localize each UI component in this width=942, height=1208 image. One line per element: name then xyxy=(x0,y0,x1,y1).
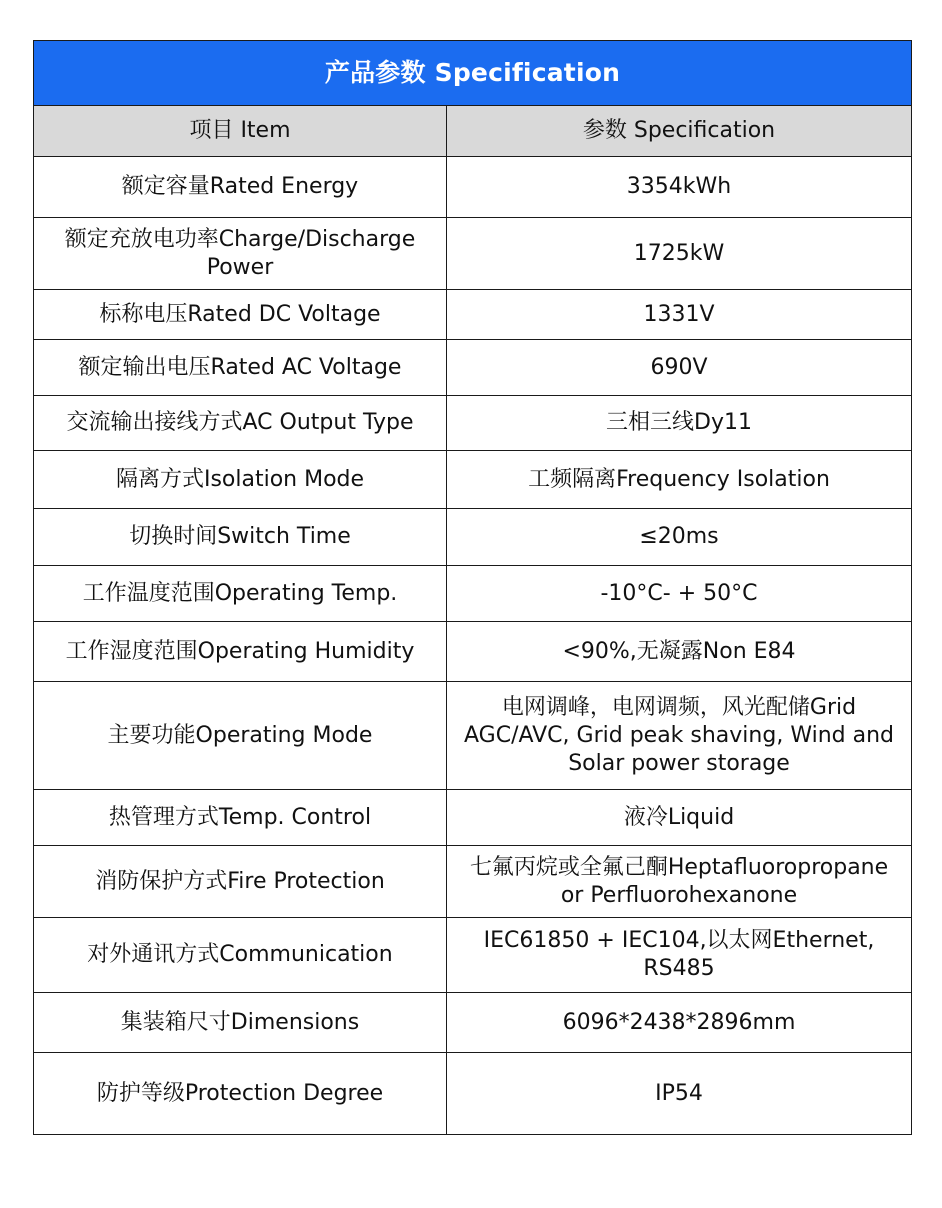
row-value: 工频隔离Frequency Isolation xyxy=(447,451,912,509)
table-row xyxy=(34,566,912,622)
row-item: 热管理方式Temp. Control xyxy=(34,790,447,846)
table-row xyxy=(34,993,912,1053)
row-value: 液冷Liquid xyxy=(447,790,912,846)
row-item: 额定容量Rated Energy xyxy=(34,157,447,218)
row-value: <90%,无凝露Non E84 xyxy=(447,622,912,682)
header-item: 项目 Item xyxy=(34,106,447,157)
table-row xyxy=(34,451,912,509)
table-row xyxy=(34,218,912,290)
row-value: IEC61850 + IEC104,以太网Ethernet, RS485 xyxy=(447,918,912,993)
row-value: 1725kW xyxy=(447,218,912,290)
row-value: IP54 xyxy=(447,1053,912,1135)
row-item: 工作湿度范围Operating Humidity xyxy=(34,622,447,682)
row-value: ≤20ms xyxy=(447,509,912,566)
row-value: 电网调峰，电网调频，风光配储Grid AGC/AVC, Grid peak shaving, Wind and Solar power storage xyxy=(447,682,912,790)
row-item: 隔离方式Isolation Mode xyxy=(34,451,447,509)
row-item: 防护等级Protection Degree xyxy=(34,1053,447,1135)
row-item: 主要功能Operating Mode xyxy=(34,682,447,790)
row-value: 6096*2438*2896mm xyxy=(447,993,912,1053)
table-row xyxy=(34,790,912,846)
table-row xyxy=(34,290,912,340)
table-row xyxy=(34,157,912,218)
table-row xyxy=(34,622,912,682)
table-row xyxy=(34,918,912,993)
row-value: 1331V xyxy=(447,290,912,340)
row-item: 切换时间Switch Time xyxy=(34,509,447,566)
row-item: 集装箱尺寸Dimensions xyxy=(34,993,447,1053)
row-item: 对外通讯方式Communication xyxy=(34,918,447,993)
row-item: 消防保护方式Fire Protection xyxy=(34,846,447,918)
row-item: 工作温度范围Operating Temp. xyxy=(34,566,447,622)
row-value: 3354kWh xyxy=(447,157,912,218)
row-value: 七氟丙烷或全氟己酮Heptafluoropropane or Perfluorohexanone xyxy=(447,846,912,918)
row-value: -10°C- + 50°C xyxy=(447,566,912,622)
table-row xyxy=(34,846,912,918)
table-title: 产品参数 Specification xyxy=(34,41,912,106)
row-item: 标称电压Rated DC Voltage xyxy=(34,290,447,340)
row-item: 额定充放电功率Charge/Discharge Power xyxy=(34,218,447,290)
specification-table xyxy=(33,40,912,1135)
title-row xyxy=(34,41,912,106)
table-row xyxy=(34,340,912,396)
row-item: 额定输出电压Rated AC Voltage xyxy=(34,340,447,396)
table-row xyxy=(34,1053,912,1135)
row-value: 690V xyxy=(447,340,912,396)
header-spec: 参数 Specification xyxy=(447,106,912,157)
header-row xyxy=(34,106,912,157)
table-row xyxy=(34,509,912,566)
row-value: 三相三线Dy11 xyxy=(447,396,912,451)
row-item: 交流输出接线方式AC Output Type xyxy=(34,396,447,451)
table-row xyxy=(34,396,912,451)
table-row xyxy=(34,682,912,790)
